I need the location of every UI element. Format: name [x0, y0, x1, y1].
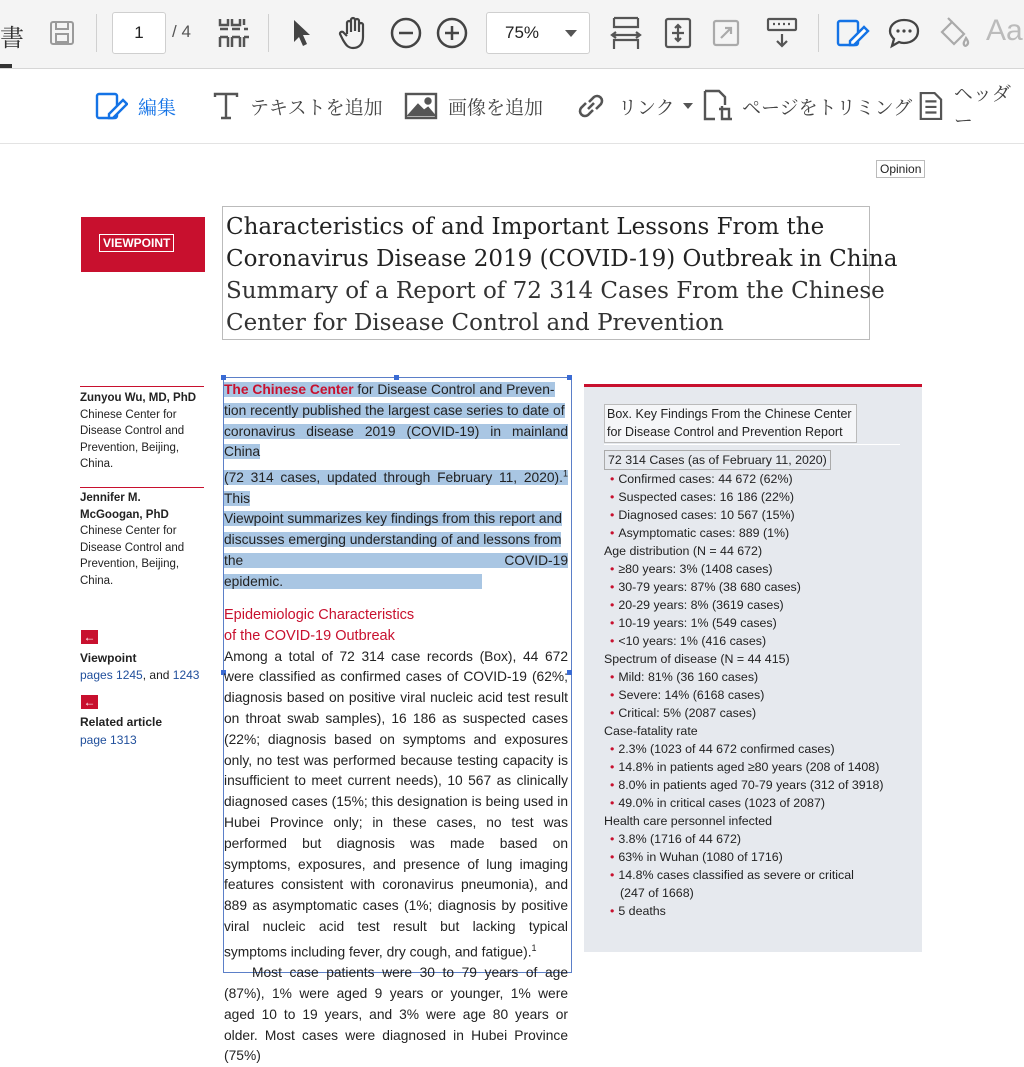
section-heading — [224, 605, 568, 647]
box-item-text: 20-29 years: 8% (3619 cases) — [618, 598, 784, 612]
article-title-block[interactable] — [222, 206, 898, 340]
title-line: Characteristics of and Important Lessons From the — [226, 214, 825, 240]
intro-line: This — [224, 490, 251, 506]
box-section-head: Case-fatality rate — [604, 724, 698, 738]
box-content[interactable] — [604, 450, 884, 920]
author-affiliation: Chinese Center for — [80, 525, 177, 537]
intro-line: tion recently published the largest case series to date of — [224, 402, 565, 418]
text-t-icon — [212, 91, 240, 121]
box-item: • Asymptomatic cases: 889 (1%) — [610, 526, 790, 540]
heading-line: Epidemiologic Characteristics — [224, 606, 415, 623]
box-item: • 2.3% (1023 of 44 672 confirmed cases) — [610, 742, 835, 756]
box-accent-bar — [584, 384, 922, 387]
viewpoint-tag-label: VIEWPOINT — [99, 234, 174, 252]
box-head-text: 72 314 Cases (as of February 11, 2020) — [604, 450, 831, 470]
intro-line: (72 314 cases, updated through February 11, 2020). — [224, 469, 563, 485]
related-article-link[interactable]: page 1313 — [80, 733, 137, 747]
divider — [80, 386, 204, 387]
footnote-ref: 1 — [531, 942, 537, 953]
page-number-input[interactable]: 1 — [112, 12, 166, 54]
scroll-mode-icon[interactable] — [760, 10, 804, 56]
viewpoint-pages-and: , and — [142, 668, 173, 682]
box-item: • 63% in Wuhan (1080 of 1716) — [610, 850, 783, 864]
zoom-value: 75% — [505, 23, 540, 42]
box-item-text: Critical: 5% (2087 cases) — [618, 706, 757, 720]
heading-line: of the COVID-19 Outbreak — [224, 627, 395, 644]
page-thumbnails-icon[interactable] — [212, 10, 256, 56]
back-arrow-icon: ← — [81, 630, 98, 644]
box-item-text: 8.0% in patients aged 70-79 years (312 of 3918) — [618, 778, 884, 792]
link-label: リンク — [618, 97, 675, 119]
paragraph-text: Among a total of 72 314 case records (Box), 44 672 were classified as confirmed cases of COVID-19 (62%; diagnosis based on positive viral nucleic acid test result on throat swab samples), 16 186 as suspected cases (22%; diagnosis based on symptoms and exposures only, no test was performed because testing capacity is insufficient to meet current needs), 10 567 as clinically diagnosed cases (15%; this designation is being used in Hubei Province only; in these cases, no test was performed but diagnosis was made based on symptoms, exposures, and presence of lung imaging features consistent with coronavirus pneumonia), and 889 as asymptomatic cases (1%; diagnosis by positive viral nucleic acid test result but lacking typical symptoms including fever, dry cough, and fatigue). — [224, 648, 568, 960]
text-tool-label[interactable]: Aa — [986, 14, 1023, 47]
edit-label: 編集 — [138, 97, 177, 119]
title-line: Coronavirus Disease 2019 (COVID-19) Outbreak in China — [226, 246, 898, 272]
intro-line: Viewpoint summarizes key findings from this report and — [224, 511, 562, 527]
box-item: • Severe: 14% (6168 cases) — [610, 688, 765, 702]
author-affiliation: China. — [80, 574, 114, 587]
article-body[interactable] — [224, 380, 568, 1067]
page-total: / 4 — [172, 22, 191, 41]
box-title[interactable] — [604, 404, 857, 443]
add-text-button[interactable] — [212, 69, 383, 143]
box-item-text: 3.8% (1716 of 44 672) — [618, 832, 741, 846]
subtitle-line: Summary of a Report of 72 314 Cases From the Chinese — [226, 278, 885, 304]
box-item: • 3.8% (1716 of 44 672) — [610, 832, 741, 846]
viewpoint-side-label: Viewpoint — [80, 651, 137, 665]
box-item: • 14.8% in patients aged ≥80 years (208 of 1408) — [610, 760, 880, 774]
edit-icon — [94, 88, 128, 124]
author-affiliation: Disease Control and — [80, 541, 185, 554]
author-affiliation: Disease Control and — [80, 425, 185, 437]
trim-page-button[interactable] — [702, 69, 912, 143]
box-item: • Mild: 81% (36 160 cases) — [610, 670, 759, 684]
hand-tool-icon[interactable] — [334, 10, 376, 56]
fit-width-icon[interactable] — [606, 10, 646, 56]
fit-page-icon[interactable] — [658, 10, 698, 56]
author-block-2[interactable] — [80, 490, 184, 589]
box-item-text: 14.8% in patients aged ≥80 years (208 of 1408) — [618, 760, 880, 774]
box-item-text: 30-79 years: 87% (38 680 cases) — [618, 580, 801, 594]
box-item-text: 10-19 years: 1% (549 cases) — [618, 616, 777, 630]
box-item: • 8.0% in patients aged 70-79 years (312 of 3918) — [610, 778, 884, 792]
box-item-text: Severe: 14% (6168 cases) — [618, 688, 765, 702]
header-footer-label: ヘッダー — [953, 84, 1011, 132]
lead-in: The Chinese Center — [224, 382, 354, 397]
footnote-ref: 1 — [562, 468, 568, 479]
box-item: • ≥80 years: 3% (1408 cases) — [610, 562, 773, 576]
box-item: • 30-79 years: 87% (38 680 cases) — [610, 580, 801, 594]
box-item: • Critical: 5% (2087 cases) — [610, 706, 757, 720]
viewpoint-banner — [81, 217, 205, 272]
box-item: • 5 deaths — [610, 904, 666, 918]
edit-button[interactable] — [94, 69, 176, 143]
divider — [80, 487, 204, 488]
box-item: • Confirmed cases: 44 672 (62%) — [610, 472, 793, 486]
cut-off-tool-label[interactable]: 書 — [0, 25, 24, 52]
separator — [818, 14, 819, 52]
box-item: • <10 years: 1% (416 cases) — [610, 634, 767, 648]
box-section-head — [604, 450, 884, 470]
chevron-down-icon — [565, 30, 577, 37]
box-item-text: Confirmed cases: 44 672 (62%) — [618, 472, 793, 486]
link-icon — [574, 89, 608, 123]
author-affiliation: Prevention, Beijing, — [80, 558, 180, 570]
box-item-text: Asymptomatic cases: 889 (1%) — [618, 526, 790, 540]
add-text-label: テキストを追加 — [250, 97, 383, 119]
intro-line: coronavirus disease 2019 (COVID-19) in mainland China — [224, 423, 568, 460]
add-image-button[interactable] — [404, 69, 543, 143]
box-item-text: ≥80 years: 3% (1408 cases) — [618, 562, 773, 576]
article-subtitle — [226, 275, 885, 339]
body-paragraph-2: Most case patients were 30 to 79 years of age (87%), 1% were aged 9 years or younger, 1% were aged 10 to 19 years, and 3% were age 80 years or older. Most cases were diagnosed in Hubei Province (75%) — [224, 965, 568, 1064]
select-arrow-icon[interactable] — [284, 10, 320, 56]
viewpoint-page-link[interactable]: pages 1245 — [80, 668, 143, 682]
intro-line: for Disease Control and Preven- — [353, 382, 555, 397]
link-button[interactable] — [574, 69, 705, 143]
author-block-1[interactable] — [80, 390, 196, 473]
related-article-label: Related article — [80, 715, 163, 729]
box-item-text: Suspected cases: 16 186 (22%) — [618, 490, 794, 504]
box-item: • 20-29 years: 8% (3619 cases) — [610, 598, 784, 612]
edit-toolbar — [0, 69, 1024, 144]
author-affiliation: Chinese Center for — [80, 408, 177, 421]
box-item-continuation: (247 of 1668) — [620, 886, 694, 900]
box-section-head: Spectrum of disease (N = 44 415) — [604, 652, 790, 666]
zoom-in-icon[interactable] — [432, 10, 472, 56]
box-item-text: 63% in Wuhan (1080 of 1716) — [618, 850, 783, 864]
image-icon — [404, 91, 438, 121]
chevron-down-icon — [681, 101, 695, 111]
author-affiliation: Prevention, Beijing, — [80, 441, 180, 454]
main-toolbar — [0, 0, 1024, 69]
box-item-text: 5 deaths — [618, 904, 666, 918]
zoom-select[interactable] — [486, 12, 590, 54]
author-affiliation: China. — [80, 458, 114, 470]
save-icon[interactable] — [44, 10, 80, 56]
edit-pdf-icon[interactable] — [830, 10, 874, 56]
key-findings-box — [584, 384, 922, 952]
box-title-line: Box. Key Findings From the Chinese Center — [607, 407, 852, 421]
opinion-label: Opinion — [876, 160, 925, 178]
body-paragraph-1 — [224, 647, 568, 964]
active-tab-indicator — [0, 64, 12, 68]
separator — [268, 14, 269, 52]
box-section-head: Age distribution (N = 44 672) — [604, 544, 763, 558]
fill-sign-icon[interactable] — [932, 10, 976, 56]
author-name: Jennifer M. — [80, 492, 141, 504]
intro-paragraph — [224, 380, 568, 593]
box-item-text: Diagnosed cases: 10 567 (15%) — [618, 508, 795, 522]
author-name: McGoogan, PhD — [80, 508, 169, 521]
header-footer-icon — [918, 89, 944, 123]
viewpoint-page-link-2[interactable]: 1243 — [172, 668, 200, 682]
separator — [96, 14, 97, 52]
article-title — [226, 211, 897, 275]
zoom-out-icon[interactable] — [386, 10, 426, 56]
divider — [604, 444, 900, 445]
trim-page-label: ページをトリミング — [742, 97, 913, 119]
box-item-text: <10 years: 1% (416 cases) — [618, 634, 767, 648]
full-screen-icon[interactable] — [706, 10, 746, 56]
intro-line: discusses emerging understanding of and lessons from — [224, 532, 562, 548]
box-item: • Suspected cases: 16 186 (22%) — [610, 490, 794, 504]
box-item: • Diagnosed cases: 10 567 (15%) — [610, 508, 795, 522]
header-footer-button[interactable] — [918, 69, 1024, 143]
selected-text — [224, 382, 568, 589]
viewpoint-pages — [80, 668, 199, 682]
box-item-text: 49.0% in critical cases (1023 of 2087) — [618, 796, 825, 810]
crop-page-icon — [702, 88, 732, 124]
box-title-line: for Disease Control and Prevention Report — [607, 425, 843, 439]
box-item: • 49.0% in critical cases (1023 of 2087) — [610, 796, 825, 810]
add-image-label: 画像を追加 — [448, 97, 544, 119]
box-item-text: 14.8% cases classified as severe or critical — [618, 868, 854, 882]
comment-icon[interactable] — [884, 10, 924, 56]
box-section-head: Health care personnel infected — [604, 814, 773, 828]
intro-line: the COVID-19 epidemic. — [224, 552, 568, 589]
box-item: • 10-19 years: 1% (549 cases) — [610, 616, 777, 630]
box-item-text: Mild: 81% (36 160 cases) — [618, 670, 759, 684]
box-item: • 14.8% cases classified as severe or critical — [610, 868, 854, 882]
box-item-text: 2.3% (1023 of 44 672 confirmed cases) — [618, 742, 835, 756]
pdf-page — [0, 144, 1024, 1064]
subtitle-line: Center for Disease Control and Prevention — [226, 310, 724, 336]
back-arrow-icon: ← — [81, 695, 98, 709]
author-name: Zunyou Wu, MD, PhD — [80, 392, 197, 404]
